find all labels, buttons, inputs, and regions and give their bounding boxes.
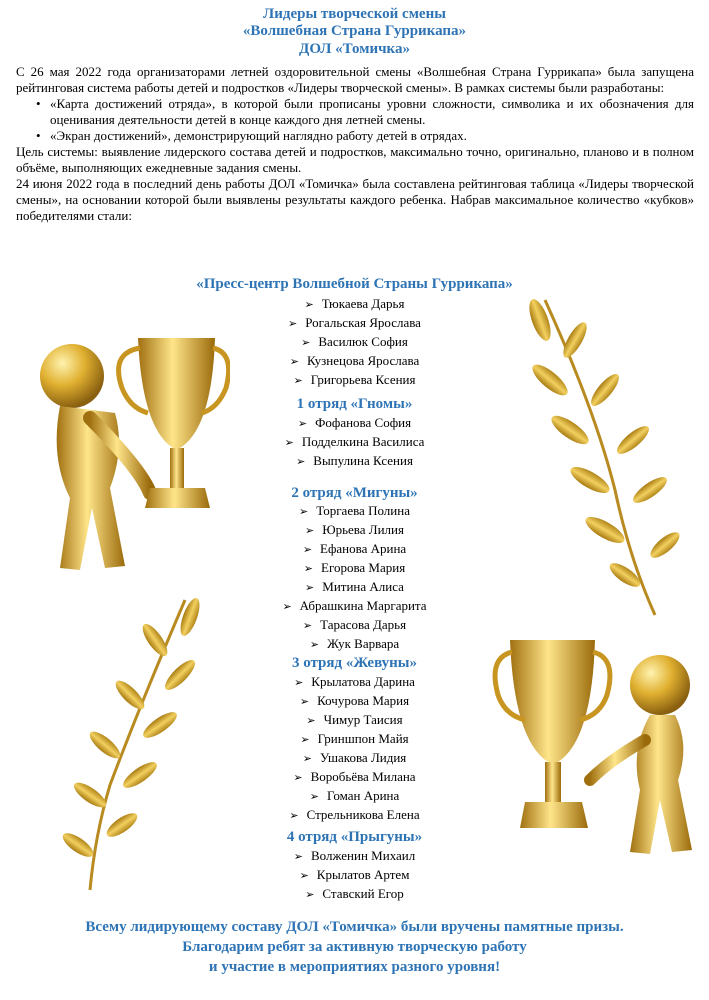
group-title-press-center: «Пресс-центр Волшебной Страны Гуррикапа»	[196, 276, 513, 292]
list-item: ➢ Митина Алиса	[305, 579, 404, 594]
bullet-item: • «Карта достижений отряда», в которой были прописаны уровни сложности, символика и их обозначения для оценивания деятельности детей в конце каждого дня летней смены.	[36, 96, 694, 127]
arrow-bullet-icon: ➢	[302, 544, 313, 556]
group-title-squad-1: 1 отряд «Гномы»	[296, 396, 413, 412]
heading-line-2: «Волшебная Страна Гуррикапа»	[242, 23, 467, 39]
footer-line-2: Благодарим ребят за активную творческую работу	[182, 939, 527, 955]
list-item: ➢ Воробьёва Милана	[293, 769, 416, 784]
arrow-bullet-icon: ➢	[305, 889, 315, 901]
list-item: ➢ Григорьева Ксения	[293, 372, 416, 387]
list-item: ➢ Фофанова София	[297, 415, 412, 430]
list-item: ➢ Ефанова Арина	[302, 541, 407, 556]
arrow-bullet-icon: ➢	[293, 772, 303, 784]
arrow-bullet-icon: ➢	[284, 437, 294, 449]
group-title-squad-2: 2 отряд «Мигуны»	[291, 485, 418, 501]
group-list-press-center	[0, 295, 709, 390]
list-item: ➢ Гоман Арина	[309, 788, 400, 803]
arrow-bullet-icon: ➢	[305, 582, 315, 594]
bullet-list	[16, 96, 694, 144]
arrow-bullet-icon: ➢	[299, 870, 309, 882]
list-item: ➢ Волженин Михаил	[293, 848, 416, 863]
arrow-bullet-icon: ➢	[293, 375, 303, 387]
list-item: ➢ Василюк София	[301, 334, 408, 349]
arrow-bullet-icon: ➢	[300, 734, 310, 746]
arrow-bullet-icon: ➢	[282, 601, 292, 613]
list-item: ➢ Крылатов Артем	[299, 867, 410, 882]
bullet-item: • «Экран достижений», демонстрирующий наглядно работу детей в отрядах.	[36, 128, 467, 143]
list-item: ➢ Кочурова Мария	[299, 693, 410, 708]
group-title-squad-4: 4 отряд «Прыгуны»	[286, 829, 423, 845]
list-item: ➢ Тюкаева Дарья	[304, 296, 405, 311]
list-item: ➢ Рогальская Ярослава	[288, 315, 421, 330]
list-item: ➢ Жук Варвара	[309, 636, 400, 651]
arrow-bullet-icon: ➢	[303, 563, 313, 575]
intro-paragraph: С 26 мая 2022 года организаторами летней оздоровительной смены «Волшебная Страна Гуррикапа» была запущена рейтинговая система работы детей и подростков «Лидеры творческой смены». В рамках системы были разработаны:	[16, 64, 694, 95]
group-list-squad-1	[0, 414, 709, 471]
arrow-bullet-icon: ➢	[306, 715, 316, 727]
list-item: ➢ Кузнецова Ярослава	[289, 353, 420, 368]
footer-line-1: Всему лидирующему составу ДОЛ «Томичка» были вручены памятные призы.	[85, 919, 624, 935]
list-item: ➢ Подделкина Василиса	[284, 434, 425, 449]
arrow-bullet-icon: ➢	[293, 851, 303, 863]
result-paragraph: 24 июня 2022 года в последний день работы ДОЛ «Томичка» была составлена рейтинговая таблица «Лидеры творческой смены», на основании которой были выявлены результаты каждого ребенка. Набрав максимальное количество «кубков» победителями стали:	[16, 176, 694, 223]
intro-block	[16, 64, 694, 224]
list-item: ➢ Тарасова Дарья	[302, 617, 407, 632]
arrow-bullet-icon: ➢	[296, 456, 306, 468]
arrow-bullet-icon: ➢	[302, 620, 313, 632]
arrow-bullet-icon: ➢	[305, 525, 315, 537]
list-item: ➢ Торгаева Полина	[299, 503, 410, 518]
arrow-bullet-icon: ➢	[302, 753, 312, 765]
arrow-bullet-icon: ➢	[288, 318, 298, 330]
group-list-squad-3	[0, 673, 709, 825]
group-list-squad-2	[0, 502, 709, 654]
heading-line-3: ДОЛ «Томичка»	[299, 41, 410, 57]
arrow-bullet-icon: ➢	[301, 337, 311, 349]
arrow-bullet-icon: ➢	[304, 299, 314, 311]
arrow-bullet-icon: ➢	[289, 810, 299, 822]
arrow-bullet-icon: ➢	[309, 639, 320, 651]
heading-line-1: Лидеры творческой смены	[263, 6, 446, 22]
group-title-squad-3: 3 отряд «Жевуны»	[291, 655, 418, 671]
footer-line-3: и участие в мероприятиях разного уровня!	[208, 959, 501, 975]
list-item: ➢ Юрьева Лилия	[305, 522, 404, 537]
list-item: ➢ Крылатова Дарина	[294, 674, 415, 689]
list-item: ➢ Ставский Егор	[305, 886, 404, 901]
group-list-squad-4	[0, 847, 709, 904]
list-item: ➢ Егорова Мария	[303, 560, 406, 575]
goal-paragraph: Цель системы: выявление лидерского состава детей и подростков, максимально точно, оригинально, планово и в полном объёме, выполняющих ежедневные задания смены.	[16, 144, 694, 175]
bullet-dot-icon: •	[36, 96, 41, 111]
list-item: ➢ Ушакова Лидия	[302, 750, 407, 765]
list-item: ➢ Гриншпон Майя	[300, 731, 409, 746]
bullet-dot-icon: •	[36, 128, 41, 143]
arrow-bullet-icon: ➢	[299, 506, 309, 518]
arrow-bullet-icon: ➢	[309, 791, 319, 803]
arrow-bullet-icon: ➢	[289, 356, 299, 368]
arrow-bullet-icon: ➢	[297, 418, 308, 430]
list-item: ➢ Стрельникова Елена	[289, 807, 420, 822]
list-item: ➢ Чимур Таисия	[306, 712, 403, 727]
list-item: ➢ Абрашкина Маргарита	[282, 598, 427, 613]
arrow-bullet-icon: ➢	[299, 696, 310, 708]
arrow-bullet-icon: ➢	[294, 677, 304, 689]
list-item: ➢ Выпулина Ксения	[296, 453, 413, 468]
